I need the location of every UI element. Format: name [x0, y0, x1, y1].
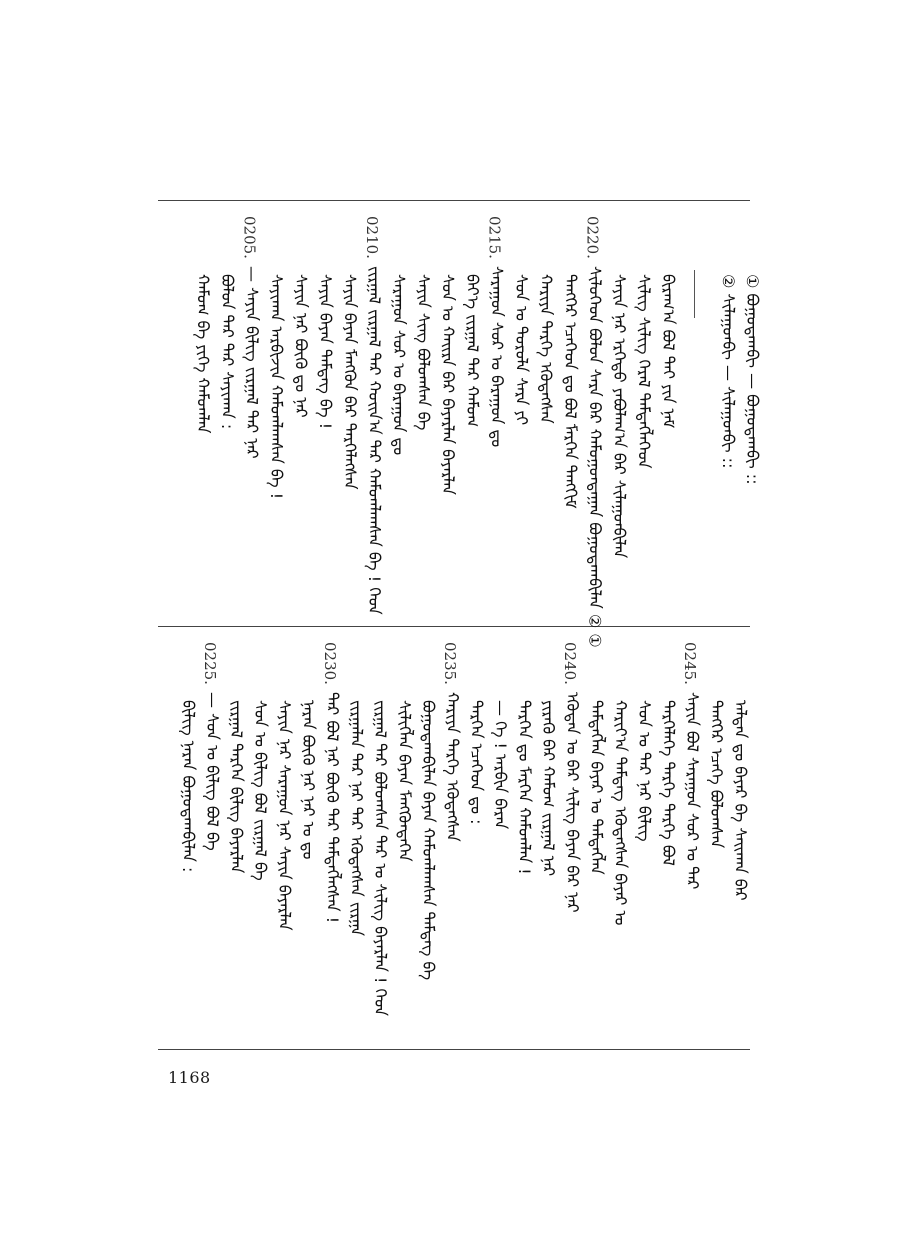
verse-line — [706, 700, 726, 848]
footnote-line — [742, 274, 762, 485]
verse-line — [178, 700, 198, 872]
verse-text: ᠲᠡᠷᠭᠡᠯᠡᠭᠡ ᠲᠡᠷᠭᠡ ᠲᠡᠷᠭᠡ ᠪᠣᠯ — [659, 700, 678, 866]
verse-text: ᠰᠣᠨ ᠤ ᠬᠠᠢᠷᠠ ᠪᠠᠷ ᠪᠠᠶᠠᠷᠯᠠᠨ ᠪᠠᠶᠠᠷᠯᠠᠨ — [438, 274, 458, 495]
verse-line — [462, 274, 482, 427]
middle-rule — [158, 626, 750, 627]
verse-text: ᠰᠠᠶᠢᠨ ᠨᠠᠷ ᠡᠷᠬᠡᠲᠦ ᠶᠠᠪᠤᠯᠠᠭ᠎ᠠ ᠪᠠᠷ ᠰᠢᠯᠠᠭᠤᠨᠪᠢᠯᠠᠨ — [610, 274, 629, 559]
verse-line — [514, 700, 534, 875]
verse-line — [536, 274, 556, 424]
top-rule — [158, 200, 750, 201]
bottom-rule — [158, 1049, 750, 1050]
verse-text: ᠲᠡᠩᠭᠡᠷ ᠡᠴᠡᠭᠡᠳ ᠳᠤ ᠪᠣᠯ ᠮᠡᠷᠭᠡᠨ ᠲᠡᠩᠬᠢᠮ — [561, 274, 580, 509]
verse-line — [389, 274, 409, 455]
verse-line — [586, 700, 606, 875]
footnote-text: ② ᠰᠢᠯᠠᠭᠤᠨᠪᠢ — ᠰᠢᠯᠠᠭᠤᠨᠪᠢ :: — [719, 274, 738, 469]
verse-text: ᠰᠢᠯᠦᠭᠡᠳ ᠪᠣᠯᠤᠨ ᠰᠠᠷᠠ ᠪᠠᠷ ᠬᠠᠮᠤᠭᠤᠨᠳᠠᠭᠠᠨ ᠪᠣᠭᠣᠳᠠᠭᠪᠢᠯᠠᠨ ② ① — [585, 266, 605, 648]
verse-line — [340, 274, 360, 490]
footnote-text: ① ᠪᠣᠭᠣᠳᠠᠭᠪᠢ — ᠪᠣᠭᠣᠳᠠᠭᠪᠢ :: — [743, 274, 762, 485]
verse-text: ᠰᠠᠶᠢᠨ ᠪᠠᠶᠠᠨ ᠮᠡᠩᠭᠦᠨ ᠪᠠᠷ ᠲᠡᠷᠭᠡᠯᠡᠭᠰᠡᠨ — [340, 274, 360, 490]
verse-line — [364, 266, 384, 615]
verse-text: ᠰᠠᠶᠢᠨ ᠰᠢᠩ ᠪᠣᠯᠤᠭᠰᠠᠨ ᠪᠠ — [414, 274, 433, 431]
verse-text: ᠪᠣᠯᠤᠨ ᠲᠡᠷ ᠲᠡᠷ ᠰᠠᠶᠢᠬᠠᠨ : — [218, 274, 237, 430]
verse-text: ᠬᠠᠷᠢᠶᠠ ᠲᠡᠷᠭᠡ ᠡᠭᠦᠳᠡᠭᠰᠡᠨ — [536, 274, 556, 424]
verse-line — [490, 700, 510, 829]
verse-line — [226, 700, 246, 873]
verse-line — [322, 692, 342, 923]
verse-text: ᠰᠠᠷᠠᠭᠤᠨ ᠰᠤᠷ ᠤ ᠪᠠᠷᠠᠭᠤᠨ ᠳᠤ — [487, 266, 507, 448]
verse-text: ᠵᠢᠷᠭᠠᠯ ᠲᠡᠷ ᠪᠣᠯᠤᠭᠰᠠᠨ ᠲᠡᠷ ᠤ ᠰᠢᠯᠢᠭ ᠪᠠᠶᠠᠷᠯᠠᠨ ! ᠭᠡᠳ — [371, 700, 390, 1016]
line-number: 0210. — [363, 216, 381, 259]
verse-line — [658, 700, 678, 866]
verse-text: ᠬᠠᠮᠤᠭ ᠪᠠ ᠶᠢᠭᠡ ᠬᠠᠮᠤᠭᠯᠠᠨ — [193, 274, 213, 434]
verse-text: ᠬᠠᠷᠢᠶ᠎ᠠ ᠲᠡᠮᠳᠡᠭ ᠡᠭᠦᠳᠡᠭᠰᠡᠨ ᠪᠠᠶᠠᠷ ᠤ — [611, 700, 630, 926]
verse-text: — ᠭᠡ ! ᠠᠷᠪᠢᠨ ᠪᠠᠷᠠᠨ — [491, 700, 510, 830]
line-number: 0205. — [240, 216, 259, 259]
upper-text-block — [158, 214, 762, 648]
verse-line — [466, 700, 486, 825]
verse-line — [418, 700, 438, 980]
line-number: 0235. — [441, 642, 459, 685]
verse-line — [250, 700, 270, 881]
verse-line — [298, 700, 318, 859]
verse-text: ᠲᠡᠮᠳᠡᠭᠯᠡᠨ ᠪᠠᠶᠠᠷ ᠤ ᠲᠡᠮᠳᠡᠭᠯᠡᠨ — [587, 700, 606, 875]
footnote-line — [718, 274, 738, 468]
verse-line — [585, 266, 605, 648]
verse-text: ᠰᠠᠶᠢᠨ ᠨᠠᠷ ᠪᠦᠬᠦ ᠳᠤ ᠨᠠᠷ — [291, 274, 311, 418]
verse-text: ᠠᠯᠲᠠᠨ ᠳᠤ ᠪᠠᠶᠠᠷ ᠪᠠ ᠰᠠᠢᠬᠠᠨ ᠪᠠᠷ — [731, 700, 750, 901]
line-number: 0225. — [201, 642, 219, 685]
verse-text: — ᠰᠠᠶᠢᠨ ᠪᠢᠯᠢᠭ ᠵᠢᠷᠭᠠᠯ ᠲᠡᠷ ᠨᠠᠷ — [242, 266, 262, 459]
footnote-separator — [694, 270, 695, 318]
line-number: 0215. — [485, 216, 504, 259]
verse-text: ᠰᠠᠶᠢᠨ ᠪᠠᠶᠠᠨ ᠲᠡᠮᠳᠡᠭ ᠪᠠ ! — [316, 274, 335, 430]
verse-line — [442, 692, 462, 842]
verse-text: ᠲᠡᠷᠭᠡᠨ ᠳᠤ ᠮᠡᠷᠭᠡᠨ ᠬᠠᠮᠤᠭᠯᠠᠨ ! — [515, 700, 534, 875]
verse-line — [274, 700, 294, 931]
line-number: 0230. — [321, 642, 339, 685]
verse-line — [634, 274, 654, 469]
verse-line — [370, 700, 390, 1016]
line-number: 0245. — [681, 642, 699, 685]
verse-text: ᠰᠢᠯᠢᠭ ᠰᠢᠯᠢᠭ ᠭᠡᠷᠡᠯ ᠲᠡᠮᠳᠡᠭᠯᠡᠭᠡᠳ — [634, 274, 654, 469]
verse-line — [730, 700, 750, 901]
verse-line — [394, 700, 414, 862]
verse-text: ᠡᠭᠦᠳᠡᠨ ᠤ ᠪᠠᠷ ᠰᠢᠯᠢᠭ ᠪᠠᠶᠠᠨ ᠪᠠᠷ ᠨᠠᠷ — [563, 692, 582, 913]
line-number: 0240. — [561, 642, 579, 685]
verse-line — [487, 266, 507, 447]
verse-text: ᠵᠢᠷᠭᠠᠯᠠᠨ ᠲᠡᠷ ᠨᠠᠷ ᠲᠡᠷ ᠡᠭᠦᠳᠡᠭᠰᠡᠨ ᠵᠢᠷᠭᠠ — [347, 700, 366, 937]
verse-line — [658, 274, 678, 428]
verse-line — [511, 274, 531, 425]
verse-text: ᠶᠢᠷᠡᠭᠦ ᠪᠠᠷ ᠬᠠᠮᠤᠭ ᠵᠢᠷᠭᠠᠯ ᠨᠠᠷ — [539, 700, 558, 877]
verse-line — [217, 274, 237, 429]
verse-line — [610, 700, 630, 925]
verse-line — [315, 274, 335, 429]
verse-text: ᠰᠠᠷᠠᠭᠤᠨ ᠰᠤᠷ ᠤ ᠪᠠᠷᠠᠭᠤᠨ ᠳᠤ — [389, 274, 409, 456]
verse-line — [266, 274, 286, 499]
verse-line — [560, 274, 580, 509]
line-number: 0220. — [583, 216, 602, 259]
verse-text: ᠰᠠᠶᠢᠬᠠᠨ ᠠᠷᠪᠢᠵᠢᠨ ᠬᠠᠮᠤᠭᠯᠠᠭᠰᠠᠨ ᠪᠠ ! — [267, 274, 286, 500]
verse-line — [538, 700, 558, 876]
verse-line — [438, 274, 458, 495]
verse-text: ᠲᠡᠷᠭᠡᠨ ᠡᠴᠡᠭᠡᠳ ᠳᠤ : — [467, 700, 486, 825]
verse-text: ᠪᠢᠷᠠᠭ᠎ᠠ ᠪᠣᠯ ᠳᠠᠢ ᠶᠢᠨ ᠨᠠᠮ — [659, 274, 678, 429]
verse-text: ᠰᠢᠯᠢᠭᠯᠡᠨ ᠪᠠᠶᠠᠨ ᠮᠡᠩᠭᠦᠨᠳᠡᠭᠡᠨ — [395, 700, 414, 862]
verse-text: ᠲᠡᠩᠭᠡᠷ ᠡᠴᠡᠭᠡ ᠪᠣᠯᠤᠭᠰᠠᠨ — [707, 700, 726, 849]
verse-line — [193, 274, 213, 433]
verse-text: ᠲᠡᠷ ᠪᠣᠯ ᠨᠠᠷ ᠪᠦᠬᠦ ᠲᠡᠷ ᠲᠡᠮᠳᠡᠭᠯᠡᠭᠰᠡᠨ ! — [323, 692, 342, 924]
verse-line — [682, 692, 702, 889]
verse-line — [609, 274, 629, 558]
verse-line — [634, 700, 654, 842]
verse-text: ᠪᠡᠶ᠎ᠡ ᠵᠢᠷᠭᠠᠯ ᠲᠡᠷ ᠬᠠᠮᠤᠭ — [463, 274, 482, 428]
verse-text: ᠵᠢᠷᠭᠠᠯ ᠵᠢᠷᠭᠠᠯ ᠲᠡᠷ ᠬᠣᠢᠨ᠎ᠠ ᠲᠡᠷ ᠬᠠᠮᠤᠭᠯᠠᠭᠰᠠᠨ ᠪᠠ ! ᠭᠡᠳ — [365, 266, 384, 615]
verse-line — [242, 266, 262, 459]
verse-text: ᠰᠣᠨ ᠤ ᠪᠢᠯᠢᠭ ᠪᠣᠯ ᠵᠢᠷᠭᠠᠯ ᠪᠠ — [251, 700, 270, 881]
verse-text: ᠰᠠᠶᠢᠨ ᠨᠠᠷ ᠰᠠᠷᠠᠭᠤᠨ ᠨᠠᠷ ᠰᠠᠶᠢᠨ ᠪᠠᠶᠠᠷᠯᠠᠨ — [275, 700, 294, 931]
verse-line — [562, 692, 582, 913]
verse-line — [202, 692, 222, 851]
verse-text: ᠵᠢᠷᠭᠠᠯ ᠲᠡᠷᠭᠡᠨ ᠪᠢᠯᠢᠭ ᠪᠠᠶᠠᠷᠯᠠᠨ — [227, 700, 246, 874]
verse-line — [291, 274, 311, 418]
verse-text: ᠪᠢᠯᠢᠭ ᠨᠠᠷᠠᠨ ᠪᠣᠭᠣᠳᠠᠭᠪᠢᠯᠠᠨ : — [179, 700, 198, 873]
verse-text: ᠨᠠᠷᠠᠨ ᠪᠦᠬᠦ ᠨᠠᠷ ᠨᠠᠷ ᠤ ᠳᠤ — [299, 700, 318, 860]
verse-text: ᠰᠣᠨ ᠤ ᠲᠡᠷ ᠨᠠᠷ ᠪᠢᠯᠢᠭ — [635, 700, 654, 842]
verse-text: ᠬᠠᠷᠢᠶᠠ ᠲᠡᠷᠭᠡ ᠡᠭᠦᠳᠡᠭᠰᠡᠨ — [443, 692, 462, 842]
verse-line — [346, 700, 366, 936]
verse-text: ᠰᠠᠶᠢᠨ ᠪᠣᠯ ᠰᠠᠷᠠᠭᠤᠨ ᠰᠤᠷ ᠤ ᠲᠡᠷ — [683, 692, 702, 890]
lower-text-block — [158, 640, 750, 1036]
verse-text: — ᠰᠣᠨ ᠤ ᠪᠢᠯᠢᠭ ᠪᠣᠯ ᠪᠠ — [203, 692, 222, 851]
verse-line — [413, 274, 433, 430]
verse-text: ᠪᠣᠭᠣᠳᠠᠭᠪᠢᠯᠠᠨ ᠪᠠᠶᠠᠨ ᠬᠠᠮᠤᠭᠯᠠᠭᠰᠠᠨ ᠲᠡᠮᠳᠡᠭ ᠪᠠ — [419, 700, 438, 981]
page-number: 1168 — [168, 1068, 211, 1087]
verse-text: ᠰᠣᠨ ᠤ ᠳᠣᠷᠤᠯᠠ ᠰᠠᠷᠠ ᠶᠢ — [512, 274, 531, 426]
